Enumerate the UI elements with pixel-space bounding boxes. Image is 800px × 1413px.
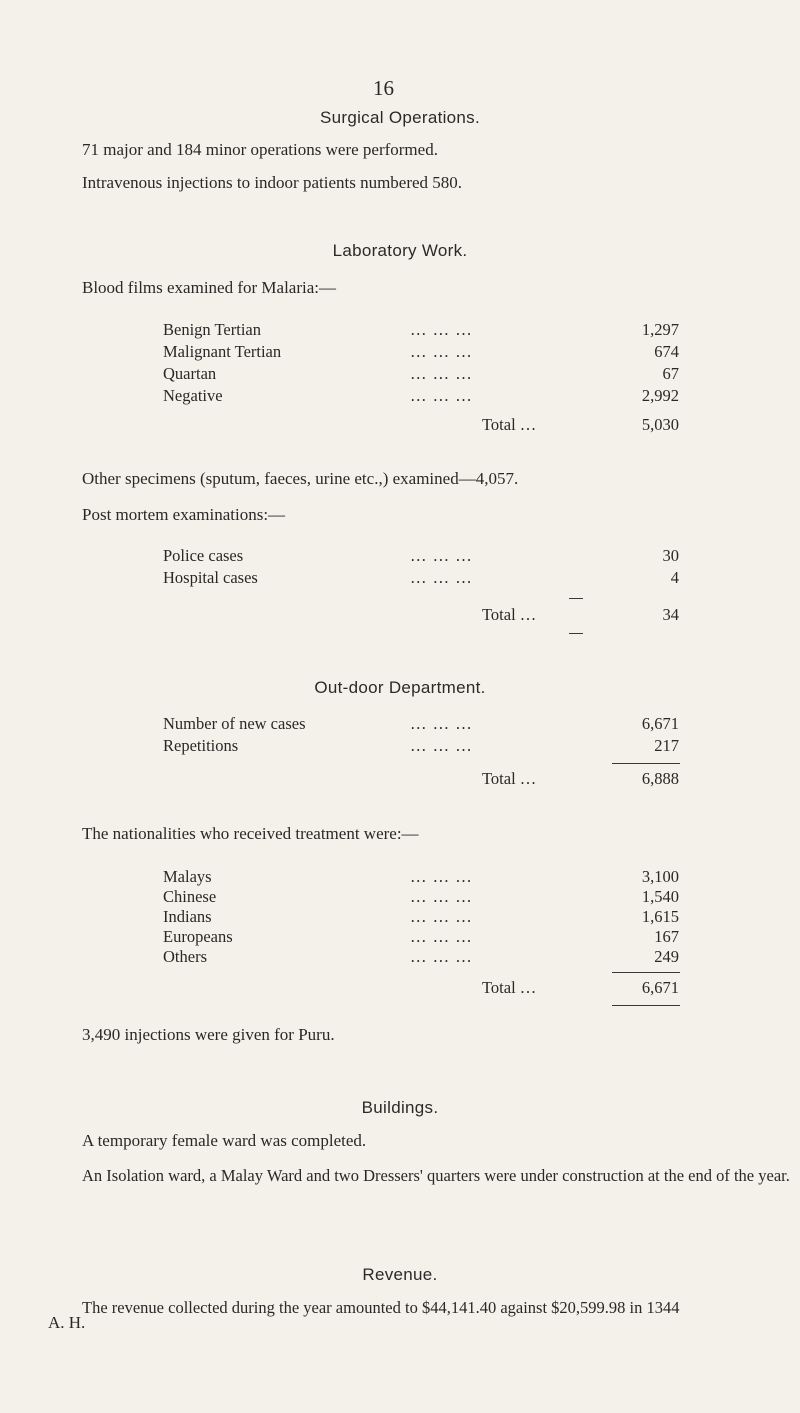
row-value: 674 [654, 342, 679, 361]
row-label: Indians [163, 907, 212, 926]
table-row: Malignant Tertian … … … 674 [163, 342, 679, 361]
blood-films-total: Total … 5,030 [482, 415, 679, 434]
total-label: Total [482, 605, 516, 624]
outdoor-table [163, 714, 743, 758]
row-label: Malays [163, 867, 212, 886]
surgical-heading: Surgical Operations. [319, 108, 481, 127]
row-label: Negative [163, 386, 223, 405]
row-label: Malignant Tertian [163, 342, 282, 361]
row-value: 67 [662, 364, 679, 383]
row-value: 3,100 [641, 867, 679, 886]
total-label: Total [482, 978, 516, 997]
post-mortem-total: Total … 34 [482, 605, 679, 624]
table-row: Malays … … … 3,100 [163, 867, 679, 886]
blood-films-table [163, 320, 743, 408]
outdoor-total: Total … 6,888 [482, 769, 679, 788]
table-row: Europeans … … … 167 [163, 927, 679, 946]
table-row: Repetitions … … … 217 [163, 736, 679, 755]
signature: A. H. [48, 1313, 86, 1332]
divider [569, 598, 583, 599]
total-value: 6,888 [641, 769, 679, 788]
row-value: 1,615 [641, 907, 679, 926]
table-row: Hospital cases … … … 4 [163, 568, 679, 587]
nationalities-table [163, 867, 743, 967]
other-specimens-line: Other specimens (sputum, faeces, urine etc.,) examined—4,057. [82, 469, 519, 488]
row-label: Repetitions [163, 736, 239, 755]
row-label: Benign Tertian [163, 320, 261, 339]
divider [612, 972, 680, 973]
row-value: 1,297 [641, 320, 679, 339]
page-number: 16 [373, 76, 394, 100]
revenue-heading: Revenue. [362, 1265, 438, 1284]
row-value: 217 [654, 736, 679, 755]
post-mortem-table [163, 546, 743, 590]
table-row: Chinese … … … 1,540 [163, 887, 679, 906]
divider [612, 763, 680, 764]
buildings-line-2: An Isolation ward, a Malay Ward and two Dressers' quarters were under construction at the end of the year. [82, 1166, 790, 1185]
row-value: 4 [670, 568, 679, 587]
total-value: 5,030 [641, 415, 679, 434]
row-label: Chinese [163, 887, 217, 906]
nationalities-total: Total … 6,671 [482, 978, 679, 997]
divider [612, 1005, 680, 1006]
total-label: Total [482, 769, 516, 788]
row-value: 249 [654, 947, 679, 966]
row-value: 167 [654, 927, 679, 946]
row-label: Quartan [163, 364, 217, 383]
row-value: 6,671 [641, 714, 679, 733]
table-row: Negative … … … 2,992 [163, 386, 679, 405]
table-row: Benign Tertian … … … 1,297 [163, 320, 679, 339]
total-value: 34 [662, 605, 679, 624]
buildings-heading: Buildings. [361, 1098, 439, 1117]
table-row: Others … … … 249 [163, 947, 679, 966]
row-value: 30 [662, 546, 679, 565]
surgical-line-2: Intravenous injections to indoor patients numbered 580. [82, 173, 463, 192]
row-label: Hospital cases [163, 568, 258, 587]
total-value: 6,671 [641, 978, 679, 997]
table-row: Indians … … … 1,615 [163, 907, 679, 926]
total-label: Total [482, 415, 516, 434]
row-label: Police cases [163, 546, 244, 565]
table-row: Police cases … … … 30 [163, 546, 679, 565]
row-label: Others [163, 947, 207, 966]
table-row: Quartan … … … 67 [163, 364, 679, 383]
divider [569, 633, 583, 634]
table-row: Number of new cases … … … 6,671 [163, 714, 679, 733]
nationalities-intro: The nationalities who received treatment were:— [82, 824, 419, 843]
row-value: 1,540 [641, 887, 679, 906]
post-mortem-intro: Post mortem examinations:— [82, 505, 286, 524]
row-label: Europeans [163, 927, 233, 946]
buildings-line-1: A temporary female ward was completed. [82, 1131, 367, 1150]
row-label: Number of new cases [163, 714, 306, 733]
laboratory-heading: Laboratory Work. [332, 241, 468, 260]
revenue-line: The revenue collected during the year amounted to $44,141.40 against $20,599.98 in 1344 [82, 1298, 680, 1317]
surgical-line-1: 71 major and 184 minor operations were performed. [82, 140, 438, 159]
outdoor-heading: Out-door Department. [314, 678, 486, 697]
row-value: 2,992 [641, 386, 679, 405]
blood-films-intro: Blood films examined for Malaria:— [82, 278, 336, 297]
puru-line: 3,490 injections were given for Puru. [82, 1025, 335, 1044]
